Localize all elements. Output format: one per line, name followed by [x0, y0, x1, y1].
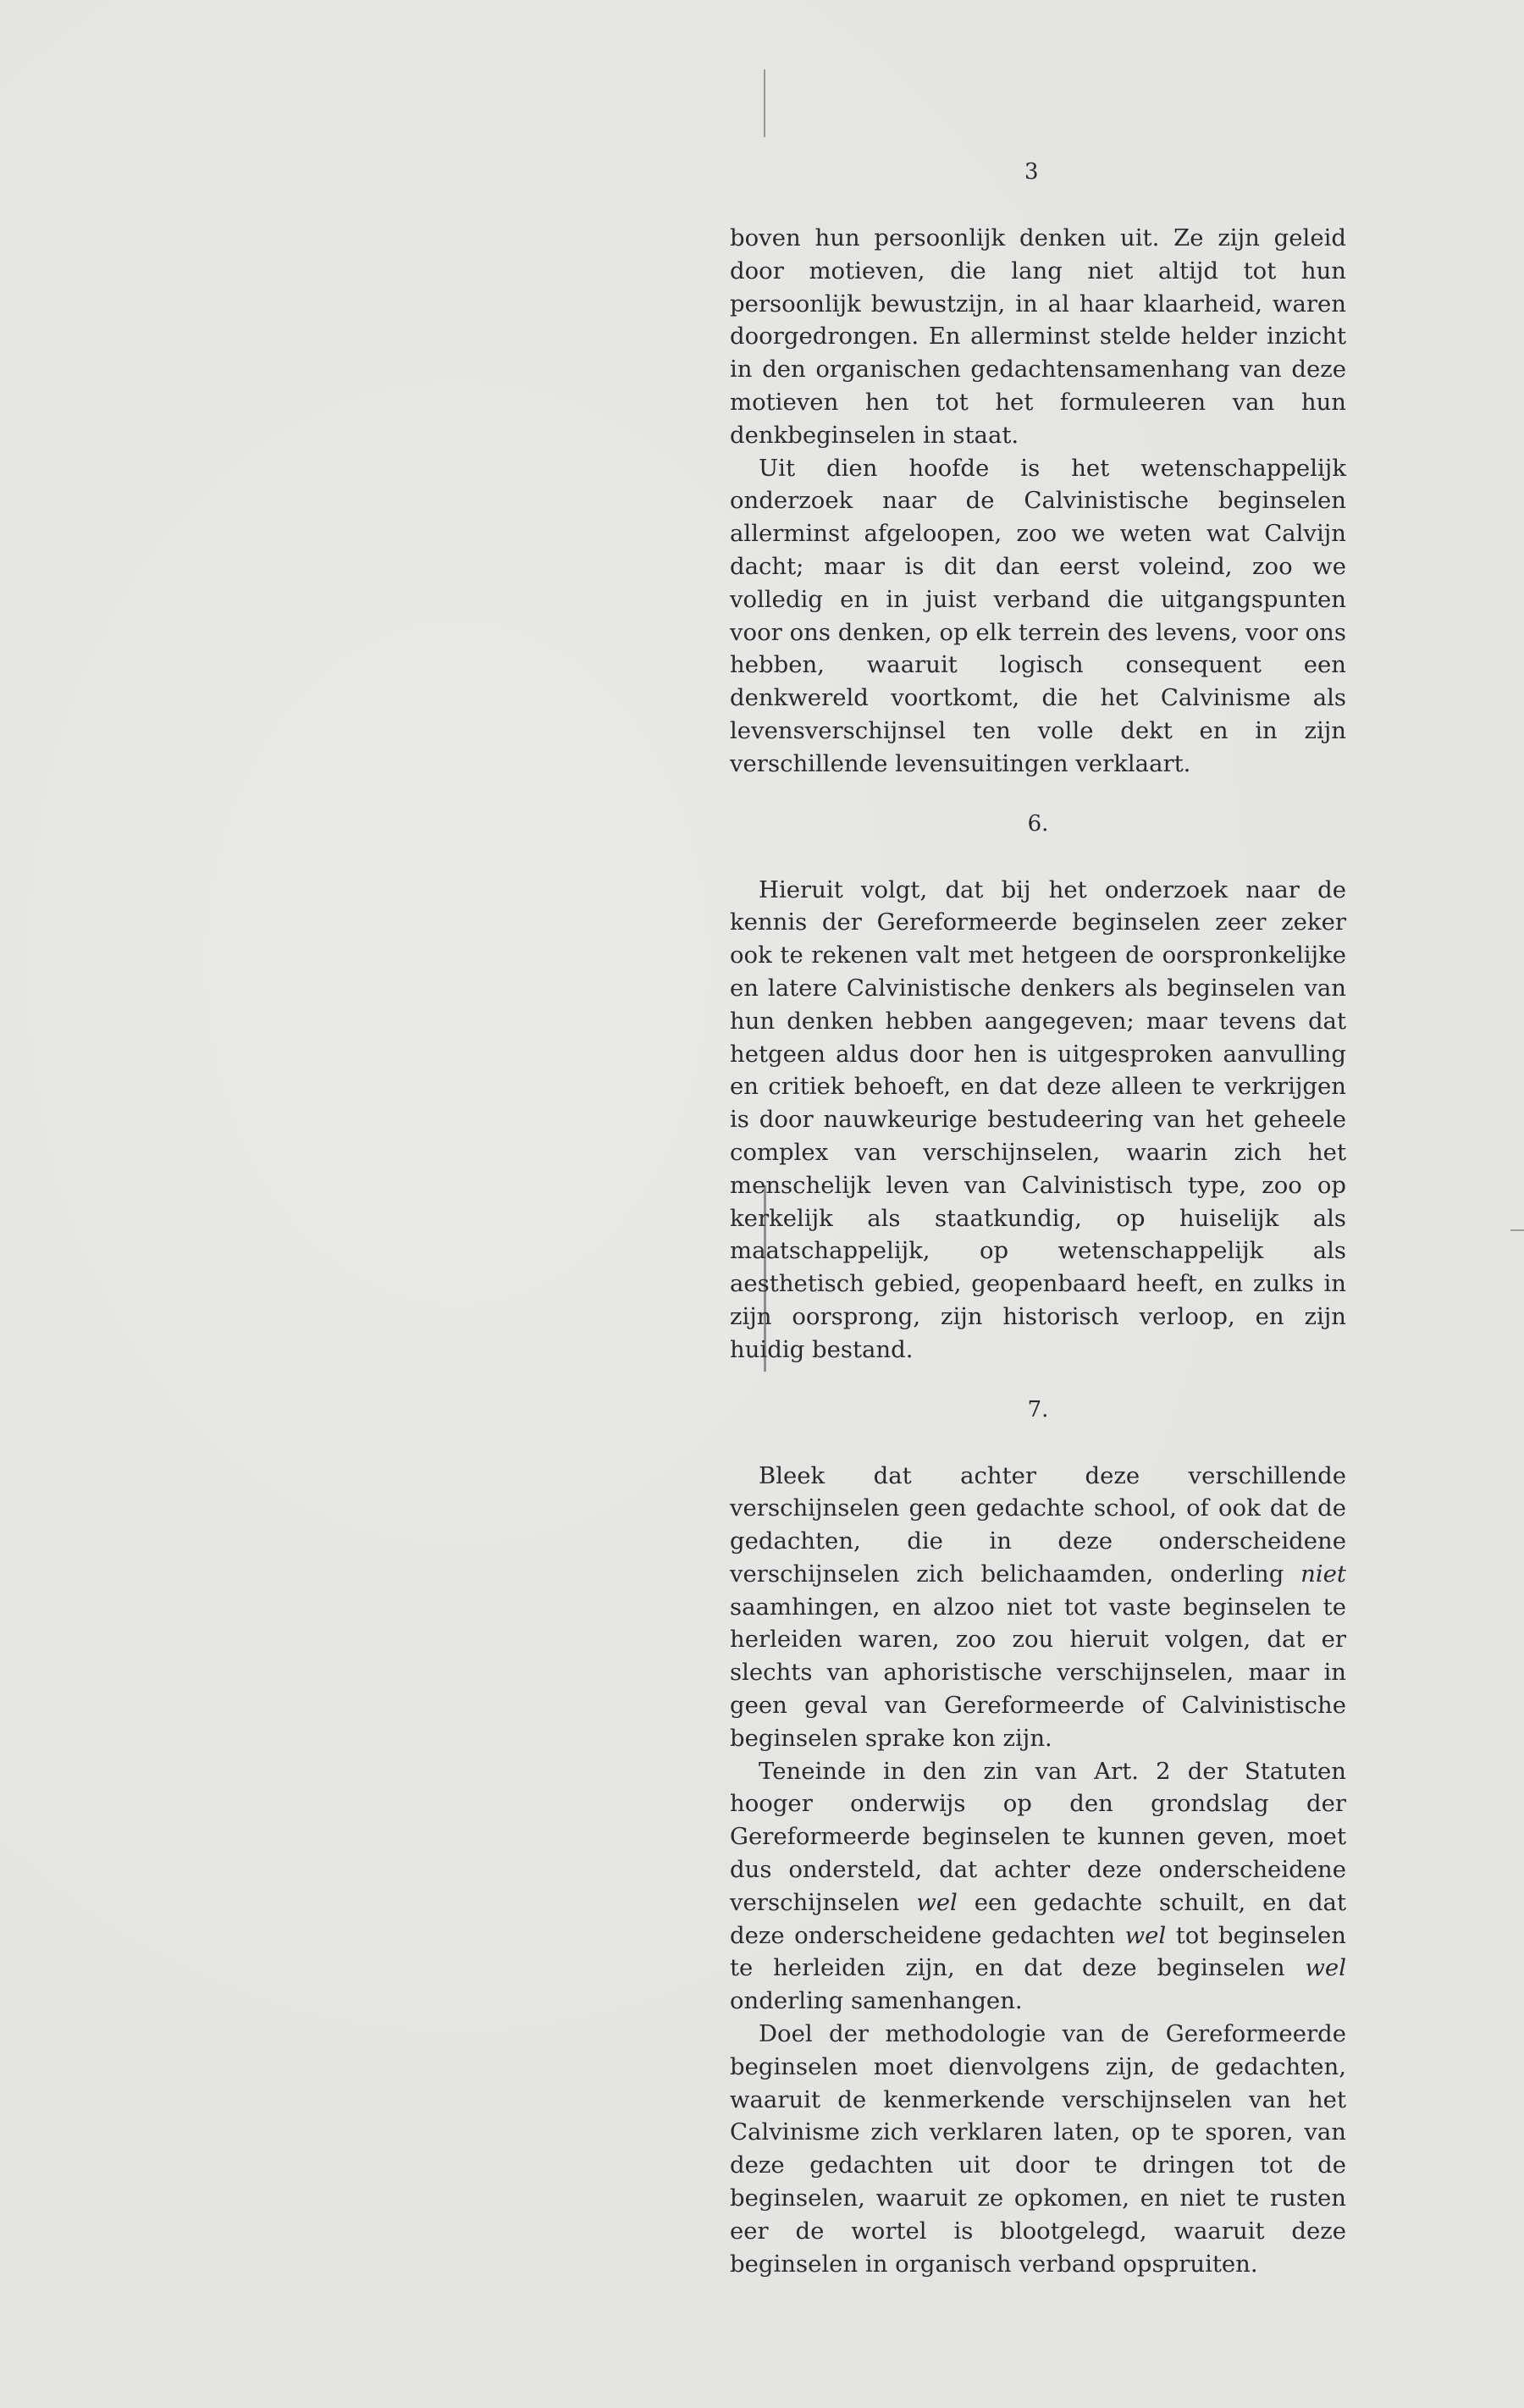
text-run: Bleek dat achter deze verschillende verschijnselen geen gedachte school, of ook dat de gedachten, die in deze onderscheidene verschijnselen zich belichaamden, onderling	[730, 1461, 1346, 1588]
emphasis-wel: wel	[1124, 1921, 1167, 1949]
text-run: saamhingen, en alzoo niet tot vaste beginselen te herleiden waren, zoo zou hieruit volgen, dat er slechts van aphoristische verschijnselen, maar in geen geval van Gereformeerde of Calvinistische beginselen sprake kon zijn.	[730, 1593, 1346, 1752]
fold-mark-top	[764, 69, 765, 137]
section-number-7: 7.	[1027, 1396, 1049, 1422]
section-number-6: 6.	[1027, 810, 1049, 837]
paragraph: Uit dien hoofde is het wetenschappelijk onderzoek naar de Calvinistische beginselen allerminst afgeloopen, zoo we weten wat Calvijn dacht; maar is dit dan eerst voleind, zoo we volledig en in juist verband die uitgangspunten voor ons denken, op elk terrein des levens, voor ons hebben, waaruit logisch consequent een denkwereld voortkomt, die het Calvinisme als levensverschijnsel ten volle dekt en in zijn verschillende levensuitingen verklaart.	[730, 454, 1346, 777]
paragraph	[730, 1755, 1346, 2018]
paragraph	[730, 1460, 1346, 1755]
text-run: Teneinde in den zin van Art. 2 der Statuten hooger onderwijs op den grondslag der Gereformeerde beginselen te kunnen geven, moet dus ondersteld, dat achter deze onderscheidene verschijnselen	[730, 1757, 1346, 1916]
paragraph: Doel der methodologie van de Gereformeerde beginselen moet dienvolgens zijn, de gedachten, waaruit de kenmerkende verschijnselen van het Calvinisme zich verklaren laten, op te sporen, van deze gedachten uit door te dringen tot de beginselen, waaruit ze opkomen, en niet te rusten eer de wortel is blootgelegd, waaruit deze beginselen in organisch verband opspruiten.	[730, 2020, 1346, 2278]
page-number: 3	[1024, 159, 1039, 185]
text-run: een gedachte schuilt, en dat deze onderscheidene gedachten	[730, 1888, 1347, 1949]
emphasis-wel: wel	[916, 1888, 958, 1916]
text-column	[730, 222, 1346, 2280]
text-run: onderling samenhangen.	[730, 1987, 1023, 2015]
emphasis-wel: wel	[1305, 1954, 1346, 1982]
margin-tick-right	[1510, 1229, 1524, 1231]
emphasis-niet: niet	[1300, 1560, 1346, 1588]
paragraph-continued: boven hun persoonlijk denken uit. Ze zijn geleid door motieven, die lang niet altijd tot hun persoonlijk bewustzijn, in al haar klaarheid, waren doorgedrongen. En allerminst stelde helder inzicht in den organischen gedachtensamenhang van deze motieven hen tot het formuleeren van hun denkbeginselen in staat.	[730, 224, 1346, 449]
paragraph: Hieruit volgt, dat bij het onderzoek naar de kennis der Gereformeerde beginselen zeer zeker ook te rekenen valt met hetgeen de oorspronkelijke en latere Calvinistische denkers als beginselen van hun denken hebben aangegeven; maar tevens dat hetgeen aldus door hen is uitgesproken aanvulling en critiek behoeft, en dat deze alleen te verkrijgen is door nauwkeurige bestudeering van het geheele complex van verschijnselen, waarin zich het menschelijk leven van Calvinistisch type, zoo op kerkelijk als staatkundig, op huiselijk als maatschappelijk, op wetenschappelijk als aesthetisch gebied, geopenbaard heeft, en zulks in zijn oorsprong, zijn historisch verloop, en zijn huidig bestand.	[730, 875, 1346, 1363]
text-run: tot beginselen te herleiden zijn, en dat deze beginselen	[730, 1921, 1346, 1982]
